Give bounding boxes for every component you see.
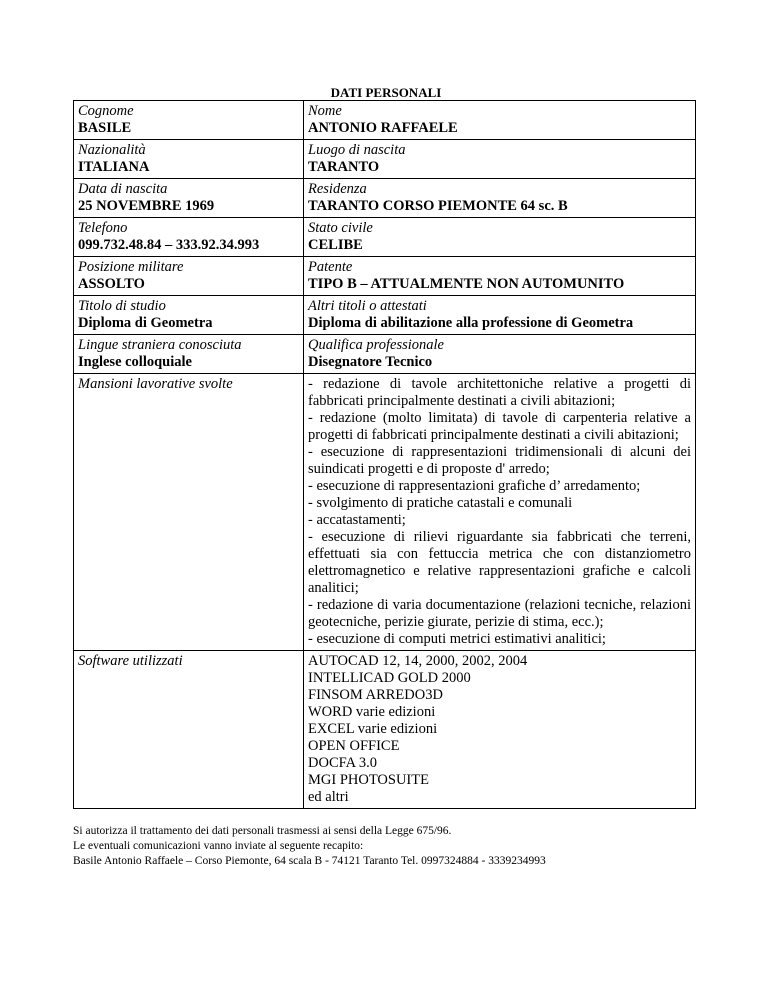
field-value: TARANTO: [308, 159, 380, 175]
field-value: Diploma di abilitazione alla professione di Geometra: [308, 315, 634, 331]
table-row: [74, 218, 696, 257]
software-item: EXCEL varie edizioni: [308, 721, 438, 737]
duty-item: - esecuzione di rappresentazioni grafiche d’ arredamento;: [308, 478, 641, 494]
field-label: Patente: [308, 259, 353, 275]
field-label: Nome: [308, 103, 342, 119]
cell-qualification: [304, 335, 696, 374]
software-item: ed altri: [308, 789, 349, 805]
contact-intro-text: Le eventuali comunicazioni vanno inviate al seguente recapito:: [73, 840, 364, 852]
software-item: FINSOM ARREDO3D: [308, 687, 443, 703]
field-value: TARANTO CORSO PIEMONTE 64 sc. B: [308, 198, 568, 214]
cell-phone: [74, 218, 304, 257]
cell-military: [74, 257, 304, 296]
duty-item: - redazione di varia documentazione (relazioni tecniche, relazioni geotecniche, perizie giurate, perizie di stima, ecc.);: [308, 597, 691, 630]
field-value: 099.732.48.84 – 333.92.34.993: [78, 237, 260, 253]
field-value: Inglese colloquiale: [78, 354, 192, 370]
cell-duties-label: [74, 374, 304, 651]
table-row: [74, 101, 696, 140]
cell-other-titles: [304, 296, 696, 335]
page-title-text: DATI PERSONALI: [330, 85, 442, 100]
table-row: [74, 335, 696, 374]
cell-residence: [304, 179, 696, 218]
field-label: Data di nascita: [78, 181, 168, 197]
field-value: ANTONIO RAFFAELE: [308, 120, 458, 136]
field-label: Luogo di nascita: [308, 142, 406, 158]
field-value: TIPO B – ATTUALMENTE NON AUTOMUNITO: [308, 276, 625, 292]
table-row: [74, 651, 696, 809]
field-value: CELIBE: [308, 237, 363, 253]
personal-data-table: [73, 100, 696, 809]
duty-item: - esecuzione di computi metrici estimativi analitici;: [308, 631, 606, 647]
cell-software-list: [304, 651, 696, 809]
duty-item: - redazione di tavole architettoniche relative a progetti di fabbricati principalmente destinati a civili abitazioni;: [308, 376, 691, 409]
footer-notes: [73, 824, 713, 869]
cell-birthplace: [304, 140, 696, 179]
field-value: 25 NOVEMBRE 1969: [78, 198, 215, 214]
cell-education: [74, 296, 304, 335]
software-item: WORD varie edizioni: [308, 704, 436, 720]
field-label: Software utilizzati: [78, 653, 183, 669]
software-item: OPEN OFFICE: [308, 738, 400, 754]
cell-license: [304, 257, 696, 296]
duty-item: - esecuzione di rilievi riguardante sia fabbricati che terreni, effettuati sia con fettuccia metrica che con distanziometro elettromagnetico e relative rappresentazioni grafiche e calcoli analitici;: [308, 529, 691, 596]
software-item: INTELLICAD GOLD 2000: [308, 670, 471, 686]
field-label: Qualifica professionale: [308, 337, 444, 353]
field-label: Stato civile: [308, 220, 373, 236]
table-row: [74, 296, 696, 335]
field-label: Residenza: [308, 181, 367, 197]
software-item: MGI PHOTOSUITE: [308, 772, 429, 788]
privacy-consent-text: Si autorizza il trattamento dei dati personali trasmessi ai sensi della Legge 675/96.: [73, 825, 452, 837]
field-label: Telefono: [78, 220, 128, 236]
field-value: Disegnatore Tecnico: [308, 354, 433, 370]
cell-languages: [74, 335, 304, 374]
field-label: Lingue straniera conosciuta: [78, 337, 242, 353]
duty-item: - svolgimento di pratiche catastali e comunali: [308, 495, 573, 511]
cell-marital-status: [304, 218, 696, 257]
contact-address-text: Basile Antonio Raffaele – Corso Piemonte, 64 scala B - 74121 Taranto Tel. 0997324884 - 3339234993: [73, 855, 546, 867]
cell-duties-list: [304, 374, 696, 651]
table-row: [74, 257, 696, 296]
cell-software-label: [74, 651, 304, 809]
duty-item: - esecuzione di rappresentazioni tridimensionali di alcuni dei suindicati progetti e di proposte d' arredo;: [308, 444, 691, 477]
cell-name: [304, 101, 696, 140]
table-row: [74, 140, 696, 179]
table-row: [74, 374, 696, 651]
field-label: Mansioni lavorative svolte: [78, 376, 233, 392]
cell-birthdate: [74, 179, 304, 218]
table-row: [74, 179, 696, 218]
duty-item: - redazione (molto limitata) di tavole di carpenteria relative a progetti di fabbricati principalmente destinati a civili abitazioni;: [308, 410, 691, 443]
field-label: Nazionalità: [78, 142, 146, 158]
duty-item: - accatastamenti;: [308, 512, 406, 528]
software-item: AUTOCAD 12, 14, 2000, 2002, 2004: [308, 653, 528, 669]
field-label: Titolo di studio: [78, 298, 166, 314]
field-value: Diploma di Geometra: [78, 315, 213, 331]
field-value: ASSOLTO: [78, 276, 145, 292]
field-value: ITALIANA: [78, 159, 150, 175]
page-title: [0, 85, 768, 101]
cell-nationality: [74, 140, 304, 179]
field-label: Cognome: [78, 103, 134, 119]
software-item: DOCFA 3.0: [308, 755, 378, 771]
field-label: Posizione militare: [78, 259, 184, 275]
cell-surname: [74, 101, 304, 140]
field-value: BASILE: [78, 120, 132, 136]
field-label: Altri titoli o attestati: [308, 298, 427, 314]
